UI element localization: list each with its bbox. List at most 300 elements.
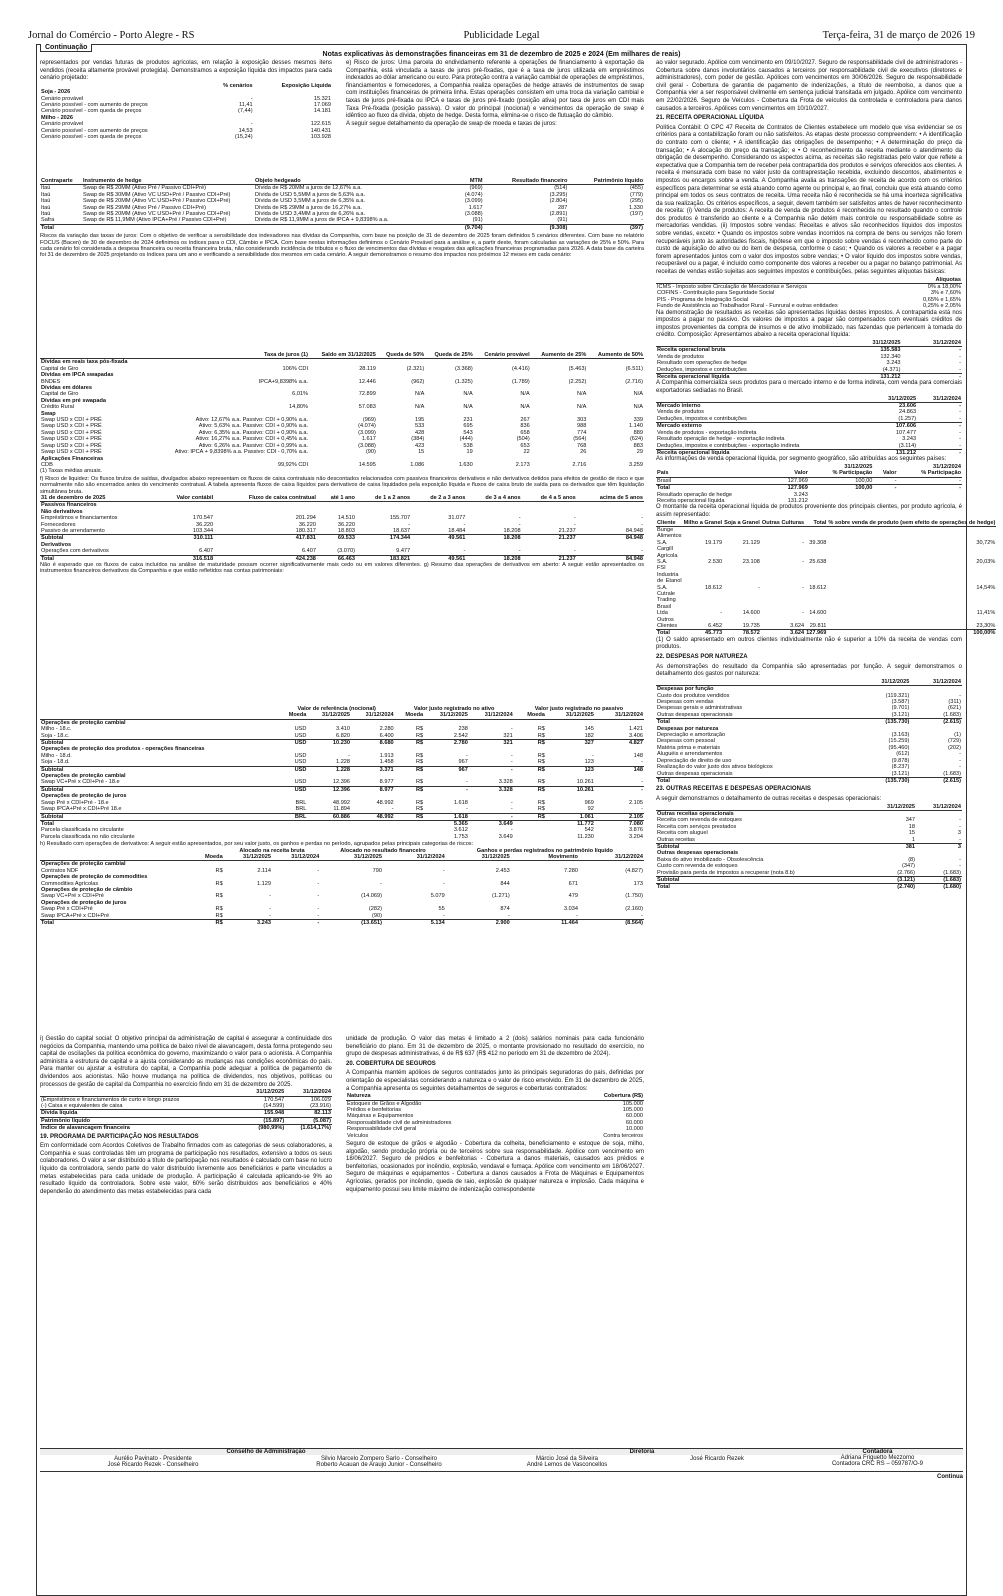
table-cell — [395, 719, 424, 726]
table-cell — [307, 820, 351, 827]
section-21-title: 21. RECEITA OPERACIONAL LÍQUIDA — [656, 115, 764, 122]
table-cell — [40, 712, 279, 719]
table-cell: 84.948 — [577, 535, 644, 542]
table-cell: % sobre venda de produto (sem efeito de operações de hedge) — [828, 519, 996, 526]
table-cell — [859, 686, 911, 693]
table-cell: R$ — [537, 726, 545, 733]
table-cell: 2.542 — [453, 732, 468, 739]
table-cell: - — [408, 521, 411, 528]
table-cell: 6,01% — [292, 391, 309, 398]
table-cell: - — [272, 920, 320, 927]
table-cell: acima de 5 anos — [599, 494, 643, 501]
col3 — [656, 60, 996, 1446]
table-cell — [279, 820, 308, 827]
section-19-title: 19. PROGRAMA DE PARTICIPAÇÃO NOS RESULTADOS — [40, 1133, 199, 1140]
table-cell: 695 — [463, 423, 473, 430]
table-cell: (455) — [629, 185, 643, 192]
table-cell: 127.969 — [775, 485, 809, 492]
table-cell: (6.511) — [625, 365, 643, 372]
table-cell: R$ — [415, 799, 424, 806]
table-row — [656, 416, 962, 423]
table-cell: Total — [813, 519, 827, 526]
table-row — [40, 786, 644, 793]
table-cell: (980,99%) — [242, 1125, 285, 1132]
table-cell: 60.000 — [625, 1119, 643, 1126]
table-cell: - — [802, 610, 805, 617]
table-cell: 31/12/2025 — [565, 712, 594, 719]
table-cell: 3 — [916, 843, 962, 850]
table-row — [40, 359, 644, 366]
table-cell: 3.410 — [336, 726, 351, 733]
table-cell: Operações de proteção cambial — [41, 719, 126, 726]
notes-title: Notas explicativas às demonstrações financeiras em 31 de dezembro de 2025 e 2024 (Em milhares de reais) — [322, 51, 681, 58]
table-cell: Moeda — [204, 853, 223, 860]
table-cell: Cenário possível - com aumento de preços — [41, 102, 148, 108]
table-cell: Swap USD x CDI + PRÉ — [41, 442, 102, 449]
table-row — [40, 806, 644, 813]
table-cell: (1.271) — [491, 893, 510, 900]
table-cell: Venda de produtos — [657, 409, 704, 416]
table-row — [656, 686, 962, 693]
table-cell: (444) — [459, 436, 473, 443]
table-cell: (962) — [411, 378, 425, 385]
table-cell: 48.992 — [376, 799, 394, 806]
table-cell: 14,80% — [289, 404, 309, 411]
table-cell: 543 — [463, 429, 473, 436]
table-cell: Deduções, impostos e contribuições — [657, 366, 747, 373]
table-cell: 231 — [463, 417, 473, 424]
table-cell: (197) — [629, 211, 643, 218]
table-cell: 3% e 7,60% — [930, 290, 961, 297]
table-cell: Itaú — [41, 198, 51, 205]
table-cell: Swap IPCA+Pré x CDI+Pré 18.e — [41, 806, 122, 813]
table-cell: Operações de proteção de juros — [41, 793, 127, 800]
table-cell: 19.179 — [705, 539, 723, 546]
table-cell: R$ — [514, 786, 546, 793]
table-cell — [272, 861, 320, 868]
table-cell: 3.243 — [886, 360, 901, 367]
table-row — [656, 591, 996, 617]
table-cell: - — [269, 912, 271, 919]
table-cell: 3.204 — [629, 833, 643, 840]
table-cell: - — [720, 610, 723, 617]
table-cell: Outras Culturas — [761, 519, 805, 526]
table-cell: (8.564) — [579, 920, 644, 927]
table-cell: Safra — [41, 217, 55, 224]
table-cell: 874 — [500, 906, 510, 913]
table-cell: Swap de R$ 30MM (Ativo VC USD+Pré / Passivo CDI+Pré) — [83, 191, 231, 198]
table-cell: 29.811 — [809, 623, 827, 630]
table-cell: - — [959, 442, 961, 449]
table-cell: R$ — [415, 759, 424, 766]
table-cell: 24.863 — [898, 409, 917, 416]
table-cell: 107.477 — [895, 429, 917, 436]
table-cell: Swap VC+Pré x CDI+Pré - 18.e — [41, 779, 120, 786]
table-row — [656, 485, 962, 492]
table-cell: - — [463, 521, 466, 528]
table-cell: 14,53 — [238, 127, 253, 134]
table-cell: Ativo: 5,63% a.a. Passivo: CDI + 0,90% a.a. — [198, 423, 309, 430]
table-cell: Subtotal — [40, 813, 279, 820]
table-cell: 5.079 — [430, 893, 445, 900]
table-row — [40, 813, 644, 820]
table-cell — [383, 861, 446, 868]
table-cell: USD — [279, 766, 308, 773]
table-row — [40, 1117, 332, 1124]
table-cell: - — [466, 752, 468, 759]
insurance-table: Natureza Cobertura (R$) Estoques de Grãos e Algodão 105.000 Prédios e benfeitorias 105.000 Máquinas e Equipamentos 60.000 Responsabilidade civil de administradores 60.000 Responsabilidade civil geral 10.000 Veículos Contra terceiros — [347, 1093, 643, 1139]
table-cell — [279, 834, 308, 840]
table-cell: - — [592, 752, 594, 759]
table-cell: 14,54% — [976, 584, 996, 591]
table-cell: BRL — [279, 813, 308, 820]
table-cell: - — [442, 880, 445, 887]
table-cell: (9.878) — [891, 757, 910, 764]
table-cell: 2.280 — [379, 726, 394, 733]
table-cell: Cenário possível - com aumento de preços — [41, 127, 148, 134]
table-cell: 23.606 — [872, 403, 917, 410]
table-cell: 31/12/2025 — [481, 853, 510, 860]
table-cell: - — [959, 436, 961, 443]
table-cell: Brasil — [657, 477, 671, 484]
table-cell: R$ — [215, 893, 223, 900]
table-cell: 381 — [870, 843, 916, 850]
table-row — [40, 740, 644, 747]
capital-text: i) Gestão do capital social: O objetivo principal da administração de capital é assegurar a continuidade dos negócios da Companhia, mantendo uma política de baixo nível de alavancagem, desta forma protegendo seu capital de oscilações da política econômica do governo, maximizando o valor para o acionista. A Companhia administra a estrutura de capital e a ajusta considerando as mudanças nas condições econômicas do país. Para manter ou ajustar a estrutura do capital, a Companhia pode adequar a política de pagamento de dividendos aos acionistas. Não houve mudança na política de dividendos, nos objetivos, políticas ou processos de gestão de capital da Companhia no exercício findo em 31 de dezembro de 2025. — [40, 1036, 332, 1088]
table-cell: Soja - 18.c. — [41, 732, 70, 739]
table-cell: 195 — [414, 417, 425, 424]
table-cell: (1) — [954, 732, 961, 739]
table-cell: (135.730) — [859, 777, 911, 784]
section-21-text: Política Contábil: O CPC 47 Receita de Contratos de Clientes estabelece um modelo que visa evidenciar se os critérios para a contabilização foram ou não satisfeitos. As etapas deste processo compreendem: • A identificação do contrato com o cliente; • A identificação das obrigações de desempenho; • A determinação do preço da transação; • A alocação do preço da transação; e • O reconhecimento da receita mediante o atendimento da obrigação de desempenho. Considerando os aspectos acima, as receitas são registradas pelo valor que reflete a expectativa que a Companhia tem de receber pela contrapartida dos produtos e serviços oferecidos aos clientes. A receita é mensurada com base no valor justo da contraprestação recebida, excluindo descontos, abatimentos e impostos ou encargos sobre a venda. A Companhia avalia as transações de receita de acordo com os critérios específicos para determinar se está atuando como agente ou principal e, ao final, concluiu que está atuando como principal em todos os seus contratos de receita. Uma receita não é reconhecida se há uma incerteza significativa da sua realização. Os critérios específicos, a seguir, devem também ser satisfeitos antes de haver reconhecimento de receita: (i) Venda de produtos: A receita de venda de produtos é reconhecida no resultado quando o controle dos produtos é transferido ao cliente e a Companhia não detém mais controle ou responsabilidade sobre as mercadorias vendidas. (ii) Impostos sobre vendas: Receitas e ativos são reconhecidos líquidos dos impostos sobre vendas, exceto: • Quando os impostos sobre vendas incorridos na compra de bens ou serviços não forem recuperáveis junto às autoridades fiscais, hipótese em que o imposto sobre vendas é reconhecido como parte do custo de aquisição do ativo ou do item de despesa, conforme o caso; • Quando os valores a receber e a pagar forem apresentados juntos com o valor dos impostos sobre vendas; • O valor líquido dos impostos sobre vendas, recuperável ou a pagar, é incluído como componente dos valores a receber ou a pagar no balanço patrimonial. As receitas de vendas estão sujeitas aos seguintes impostos e contribuições, pelas seguintes alíquotas básicas: — [656, 124, 962, 276]
signer: Márcio José da Silveira — [535, 1456, 599, 1462]
table-cell: (3.368) — [454, 365, 473, 372]
scenario-table: % cenários Exposição Líquida Soja - 2026 Cenário provável - 15.321 Cenário possível - com aumento de preços 11,41 17.069 Cenário possível - com queda de preços (7,44) 14.181 Milho - 2026 Cenário provável - 122.615 Cenário possível - com aumento de preços 14,53 140.431 Cenário possível - com queda de preços (15,24) 103.928 — [41, 82, 331, 141]
table-cell: % Participação — [832, 470, 873, 477]
table-cell: Swap USD x CDI + PRÉ — [41, 436, 102, 443]
table-cell: Swap USD x CDI + PRÉ — [41, 449, 102, 456]
table-cell: Outras despesas operacionais — [657, 770, 733, 777]
table-cell: Aumento de 25% — [541, 352, 587, 358]
table-cell: 18.612 — [705, 584, 723, 591]
sensitivity-text: Riscos da variação das taxas de juros: Com o objetivo de verificar a sensibilidade dos indexadores nas dívidas da Companhia, com base na posição de 31 de dezembro de 2025 foram definidos 5 cenários diferentes. Com base no relatório FOCUS (Bacen) de 30 de dezembro de 2024 definimos os índices para o CDI, Câmbio e IPCA. Com base nestas informações definimos o Cenário Provável para a análise e, a partir deste, foram calculadas as variações de 25% e 50%. Para cada cenário foi considerada a despesa financeira ou receita financeira bruta, não considerando incidência de tributos e o fluxo de vencimentos das dívidas e resgates das aplicações financeiras programadas para 2026. A data base da carteira foi 31 de dezembro de 2025 projetando os índices para um ano e verificando a sensibilidade dos mesmos em cada cenário. A seguir demonstramos o resumo dos impactos nos próximos 12 meses em cada cenário: — [40, 233, 644, 259]
table-cell: - — [959, 692, 961, 699]
table-cell: 836 — [520, 423, 530, 430]
table-cell: 9.477 — [396, 548, 411, 555]
table-row — [40, 548, 644, 555]
table-cell: (15.897) — [242, 1117, 285, 1124]
table-cell: 321 — [469, 740, 514, 747]
table-cell — [214, 502, 317, 509]
table-cell: 3.034 — [563, 906, 578, 913]
table-cell: 170.547 — [263, 1096, 285, 1103]
continua-label: Continua — [937, 1474, 963, 1480]
table-cell: Total — [40, 820, 279, 827]
capital-table: 31/12/2025 31/12/2024 (Empréstimos e financiamentos de curto e longo prazos 170.547 106.029 (-) Caixa e equivalentes de caixa (14.599) (23.916) Dívida líquida 155.948 82.113 Patrimônio líquido (15.897) (5.087) Índice de alavancagem financeira (980,99%) (1.614,17%) — [41, 1089, 331, 1132]
table-cell: Ativo: 6,26% a.a. Passivo: CDI + 0,99% a.a. — [198, 442, 309, 449]
table-cell: (90) — [365, 449, 376, 456]
table-cell: (3.070) — [337, 548, 355, 555]
table-cell: (119.321) — [885, 692, 910, 699]
table-row — [40, 198, 644, 204]
signer: José Ricardo Rezek — [690, 1456, 744, 1462]
table-row — [656, 810, 962, 817]
table-cell: Fundo de Assistência ao Trabalhador Rural - Funrural e outras entidades — [657, 303, 838, 310]
table-cell: - — [959, 415, 961, 422]
table-cell: 2.453 — [495, 867, 510, 874]
table-cell: 2.105 — [595, 813, 644, 820]
table-cell: 3.649 — [469, 820, 514, 827]
table-row — [40, 861, 644, 868]
table-cell: 19.735 — [742, 623, 760, 630]
table-cell — [309, 359, 377, 366]
table-cell: 12.396 — [332, 779, 351, 786]
table-cell: 31/12/2024 — [615, 712, 643, 719]
table-cell: Matéria prima e materiais — [657, 744, 721, 751]
table-row — [656, 374, 962, 381]
result-text: h) Resultado com operações de derivativos: A seguir estão apresentados, por seu valor justo, os ganhos e perdas no período, agrupados pelas principais categorias de riscos: — [40, 841, 474, 848]
table-cell: 5.134 — [383, 920, 446, 927]
table-cell: Cenário provável — [484, 352, 530, 358]
signer: André Lemos de Vasconcellos — [526, 1462, 608, 1468]
table-cell: Receita operacional líquida — [657, 497, 725, 504]
expenses-table: 31/12/2025 31/12/2024 Despesas por função Custo dos produtos vendidos (119.321) - Despesas com vendas (3.587) (311) Despesas gerais e administrativas (9.701) (621) Outras despesas operacionais (3.121) (1.683) Total (135.730) (2.615) Despesas por natureza Depreciação e amortização (3.163) (1) Despesas com pessoal (15.259) (729) Matéria prima e materiais (95.460) (202) Aluguéis e arrendamentos (612) - Depreciação de direito de uso (9.878) - Realização do valor justo dos ativos biológicos (8.237) - Outras despesas operacionais (3.121) (1.683) Total (135.730) (2.615) — [657, 678, 961, 784]
table-cell: CDB — [41, 461, 53, 468]
table-cell: USD — [279, 740, 308, 747]
table-cell: 84.948 — [577, 555, 644, 562]
table-cell: - — [442, 867, 445, 874]
table-cell: Total — [40, 555, 157, 562]
table-cell: Soja - 2026 — [41, 89, 71, 96]
table-cell: Prédios e benfeitorias — [347, 1106, 402, 1113]
table-cell: 2.173 — [515, 461, 530, 468]
table-cell: (779) — [629, 191, 643, 198]
table-cell — [469, 719, 514, 726]
table-cell — [531, 359, 588, 366]
table-cell: Ativo: 16,27% a.a. Passivo: CDI + 0,45% a.a. — [195, 436, 309, 443]
table-cell: (2.766) — [897, 869, 916, 876]
table-cell: 132.340 — [880, 353, 901, 360]
table-cell: 23,30% — [976, 623, 996, 630]
table-cell: - — [442, 912, 445, 919]
table-cell: Custo dos produtos vendidos — [657, 692, 730, 699]
table-cell: 18.208 — [466, 535, 521, 542]
table-row — [40, 820, 644, 827]
table-cell: 31.077 — [448, 515, 466, 522]
table-cell: - — [641, 759, 643, 766]
table-row — [656, 565, 996, 591]
table-cell: 6.400 — [379, 732, 394, 739]
table-cell: (90) — [372, 912, 382, 919]
table-cell: - — [573, 521, 576, 528]
table-cell: 347 — [905, 817, 916, 824]
table-cell: R$ — [537, 759, 545, 766]
table-cell: (4.074) — [464, 191, 483, 198]
table-cell: Responsabilidade civil geral — [347, 1126, 417, 1133]
table-cell: País — [657, 470, 669, 477]
table-cell: (2.804) — [549, 198, 568, 205]
table-cell — [320, 861, 383, 868]
table-cell: Dívida de USD 3,5MM a juros de 6,35% a.a. — [255, 198, 366, 205]
table-cell: Despesas gerais e administrativas — [657, 705, 743, 712]
table-cell: Máquinas e Equipamentos — [347, 1113, 414, 1120]
signature-bar — [40, 1448, 963, 1472]
table-cell — [916, 810, 962, 817]
table-cell: - — [463, 548, 466, 555]
table-cell: 988 — [576, 423, 587, 430]
table-cell — [514, 820, 546, 827]
table-cell: 538 — [463, 442, 473, 449]
table-cell: (-) Caixa e equivalentes de caixa — [41, 1102, 123, 1109]
table-cell: Total — [656, 485, 775, 492]
table-cell — [351, 719, 395, 726]
table-cell: Total — [656, 719, 859, 726]
table-row — [40, 1125, 332, 1132]
table-cell: Swap Pré x CDI+Pré — [41, 906, 93, 913]
table-cell: (2.615) — [910, 777, 962, 784]
table-row — [40, 535, 644, 542]
table-cell: 103.928 — [310, 134, 331, 141]
accountant-signature — [792, 1449, 963, 1467]
table-cell: R$ — [537, 732, 545, 739]
table-cell: Mercado externo — [656, 423, 872, 430]
table-cell: (347) — [901, 863, 916, 870]
table-cell: - — [510, 806, 513, 813]
table-cell: 18.208 — [503, 527, 521, 534]
table-cell: Empréstimos e financiamentos — [41, 515, 118, 522]
table-cell: - — [898, 485, 962, 492]
table-cell: - — [959, 836, 961, 843]
table-cell: 66.463 — [317, 555, 356, 562]
client-text: O montante da receita operacional líquida de produtos proveniente dos principais clientes, por produto agrícola, é assim representado: — [656, 504, 962, 518]
newspaper-name: Jornal do Comércio - Porto Alegre - RS — [28, 30, 195, 41]
table-cell — [474, 359, 531, 366]
table-cell: - — [758, 584, 760, 591]
table-cell: USD — [294, 779, 307, 786]
table-row — [40, 555, 644, 562]
table-cell: 1.618 — [424, 813, 469, 820]
table-cell: 2.780 — [424, 740, 469, 747]
table-cell: 3.624 — [790, 623, 805, 630]
table-cell: - — [641, 806, 643, 813]
table-cell: 327 — [546, 740, 595, 747]
table-cell: R$ — [215, 867, 223, 874]
table-cell: (8) — [908, 856, 916, 863]
table-cell: (1.683) — [916, 876, 962, 883]
table-cell: 180.317 — [295, 527, 316, 534]
liquidity-text: f) Risco de liquidez: Os fluxos brutos de saídas, divulgados abaixo representam os fluxos de caixa contratuais não descontados relacionados com passivos financeiros derivativos e não derivativos detidos para efeitos de gestão de risco e que normalmente não são encerrados antes do vencimento contratual. A tabela apresenta fluxos de caixa líquidos para derivativos de caixa liquidados pela exposição líquida e fluxos de caixa bruto de saída para os derivados que têm liquidação simultânea bruta. — [40, 475, 644, 495]
table-cell: - — [959, 409, 961, 416]
table-cell: R$ — [415, 726, 424, 733]
table-cell: 201.294 — [295, 515, 316, 522]
table-cell — [514, 834, 546, 840]
table-cell: Aplicações Financeiras — [41, 455, 104, 462]
table-cell: BRL — [295, 806, 307, 813]
table-cell: BRL — [295, 799, 307, 806]
table-cell: 15.321 — [313, 95, 331, 102]
signer: Contadora CRC RS – 059787/O-9 — [831, 1461, 924, 1467]
table-cell: 21.129 — [742, 539, 760, 546]
table-row — [656, 617, 996, 630]
table-cell: Swap USD x CDI + PRÉ — [41, 423, 102, 430]
table-cell: - — [317, 880, 320, 887]
table-cell: - — [959, 751, 961, 758]
table-cell: 8.680 — [351, 740, 395, 747]
table-cell: % Participação — [921, 470, 961, 477]
table-row — [656, 837, 962, 844]
table-cell: Receita com serviços prestados — [657, 823, 737, 830]
table-cell: 148 — [633, 752, 643, 759]
table-cell: 173 — [633, 880, 643, 887]
table-cell: 11.464 — [511, 920, 579, 927]
table-cell: Swap USD x CDI + PRÉ — [41, 417, 102, 424]
table-cell: Provisão para perda de impostos a recuperar (nota 8.b) — [657, 869, 795, 876]
table-cell: 542 — [584, 827, 594, 834]
table-cell: 182 — [584, 732, 594, 739]
table-row — [656, 403, 962, 410]
table-cell: - — [518, 548, 521, 555]
table-cell: 100,00 — [809, 485, 873, 492]
table-cell: Passivos financeiros — [41, 502, 97, 509]
table-cell: 60.886 — [307, 813, 351, 820]
table-cell: 316.518 — [157, 555, 215, 562]
table-cell: Resultado operação de hedge - exportação indireta — [657, 436, 785, 443]
table-cell: 31/12/2024 — [416, 853, 445, 860]
table-cell: - — [391, 806, 394, 813]
table-cell: N/A — [463, 391, 473, 398]
table-cell: (4.371) — [882, 366, 901, 373]
table-cell — [446, 861, 511, 868]
table-cell: USD — [294, 759, 307, 766]
table-cell: 967 — [424, 766, 469, 773]
table-row — [656, 884, 962, 891]
table-cell: 3.259 — [629, 461, 643, 468]
table-cell: Subtotal — [40, 766, 279, 773]
table-cell: Soja a Granel — [724, 519, 760, 526]
table-cell: 790 — [372, 867, 382, 874]
table-cell: Operações de proteção dos produtos - operações financeiras — [41, 746, 205, 753]
table-cell: 1.630 — [458, 461, 473, 468]
table-row — [40, 528, 644, 535]
table-cell: Dívidas em dólares — [41, 385, 92, 392]
table-cell: Crédito Rural — [41, 404, 74, 411]
table-cell: Capital de Giro — [41, 391, 79, 398]
table-cell: 36.220 — [196, 521, 214, 528]
table-cell: - — [510, 827, 513, 834]
section-22-title: 22. DESPESAS POR NATUREZA — [656, 654, 748, 661]
client-table — [656, 520, 996, 637]
table-cell: - — [317, 906, 320, 913]
table-cell: BNDES — [41, 378, 61, 385]
table-cell: Itaú — [41, 191, 51, 198]
table-cell: até 1 ano — [330, 494, 355, 501]
table-cell: 92 — [587, 806, 594, 813]
table-cell: Itaú — [41, 211, 51, 218]
section-23-title: 23. OUTRAS RECEITAS E DESPESAS OPERACIONAIS — [656, 786, 811, 793]
table-cell: Patrimônio líquido — [40, 1117, 242, 1124]
board-signatures — [40, 1449, 492, 1468]
signer: Aurélio Pavinato - Presidente — [114, 1456, 192, 1462]
table-row — [656, 719, 962, 726]
table-cell: R$ — [215, 906, 223, 913]
table-cell: Receita operacional líquida — [656, 449, 872, 456]
table-cell: 424.238 — [214, 555, 317, 562]
table-cell: Movimento — [548, 853, 578, 860]
table-cell: Swap Pré x CDI+Pré - 18.e — [41, 799, 109, 806]
table-cell: Dívida de R$ 20MM a juros de 12,67% a.a. — [255, 185, 362, 192]
table-cell: Resultado com operações de hedge — [657, 360, 747, 367]
table-row — [40, 1096, 332, 1103]
